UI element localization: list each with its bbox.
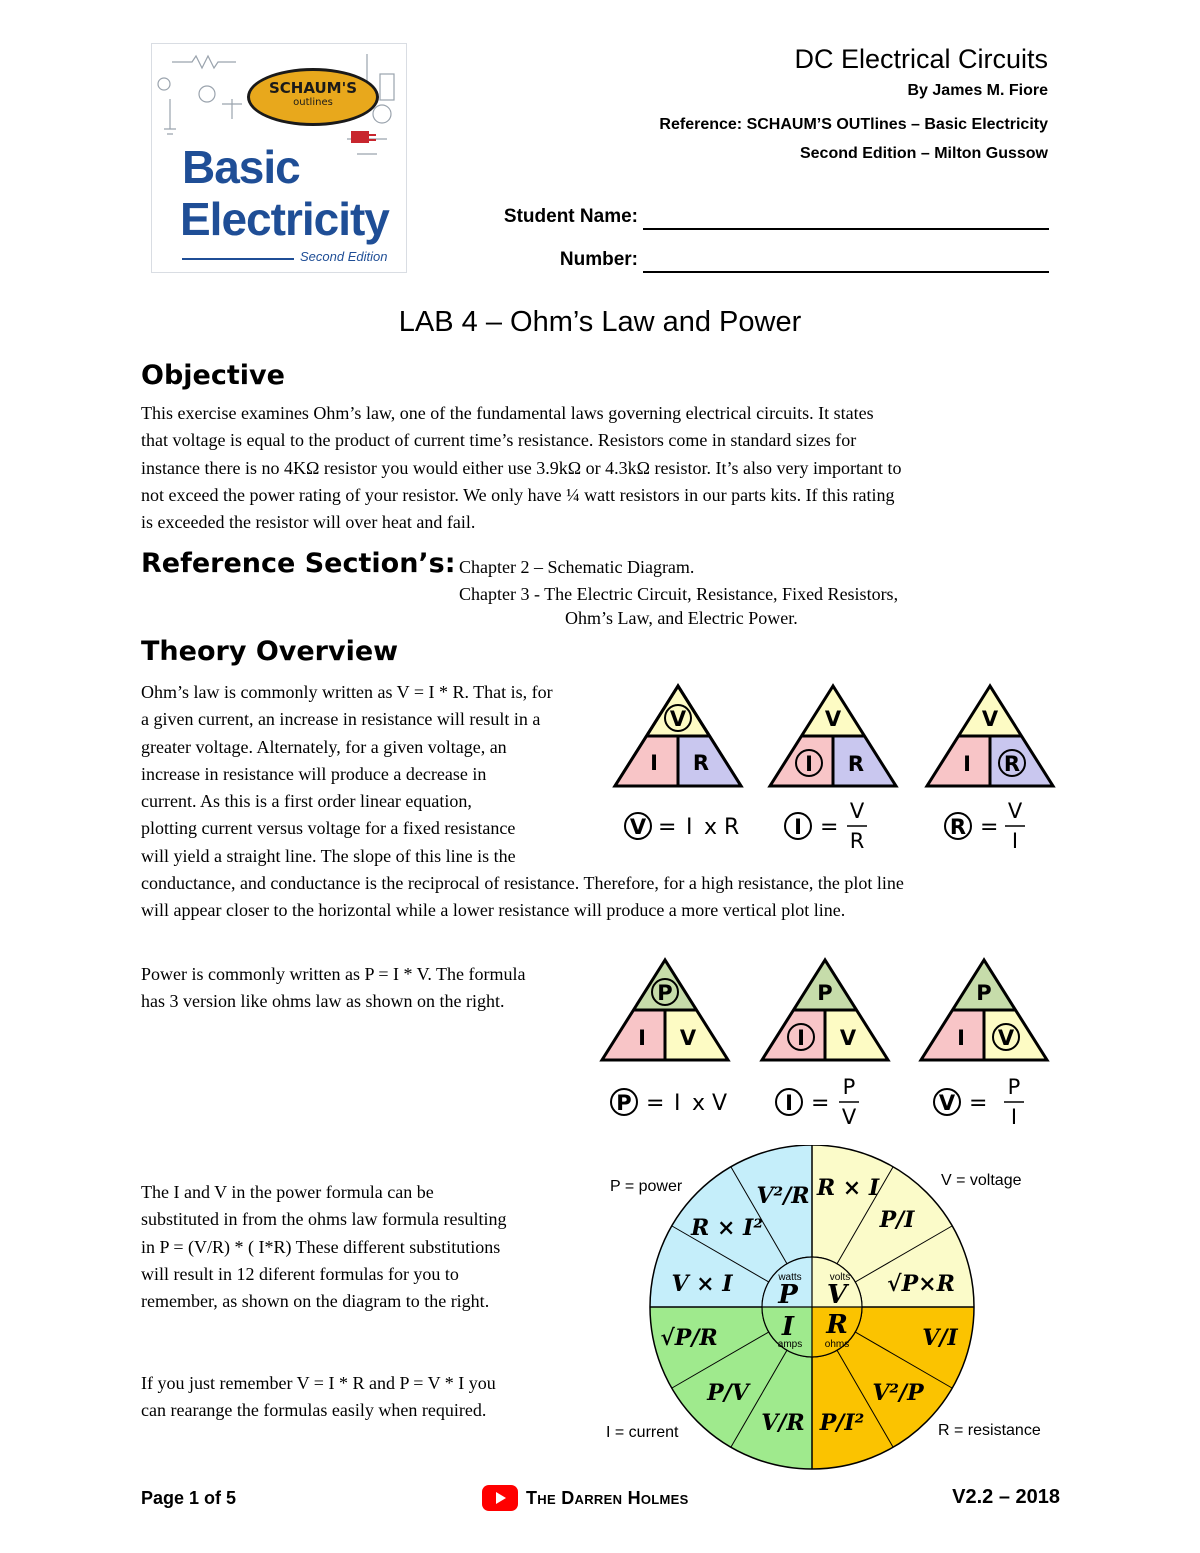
- formula-letter: V: [629, 815, 647, 839]
- document-author: By James M. Fiore: [907, 82, 1048, 99]
- student-name-field[interactable]: [643, 228, 1049, 230]
- formula-p-over-i: P/I: [879, 1207, 915, 1233]
- document-title: DC Electrical Circuits: [794, 44, 1048, 74]
- ohm-triangle-v: [615, 686, 741, 786]
- formula-letter: V: [1007, 799, 1023, 823]
- power-triangles: [590, 950, 1060, 1140]
- formula-sqrt-p-over-r: √P/R: [660, 1325, 718, 1351]
- triangle-letter-i: I: [638, 1026, 646, 1050]
- remember-paragraph: [141, 1370, 601, 1425]
- triangle-letter-v: V: [824, 707, 842, 731]
- ohms-power-formula-wheel: [600, 1145, 1060, 1475]
- number-field[interactable]: [643, 271, 1049, 273]
- wheel-center-v: V: [826, 1280, 848, 1310]
- objective-line: This exercise examines Ohm’s law, one of the fundamental laws governing electrical circuits. It states: [141, 403, 874, 423]
- formula-letter: R: [724, 815, 740, 840]
- formula-letter: V: [712, 1091, 728, 1116]
- reference-edition: Second Edition – Milton Gussow: [799, 145, 1048, 162]
- formula-letter: I: [674, 1091, 681, 1116]
- ohm-line: will yield a straight line. The slope of this line is the: [141, 845, 516, 866]
- wheel-unit-amps: amps: [777, 1339, 803, 1350]
- triangle-letter-r: R: [692, 751, 710, 775]
- remember-line: can rearange the formulas easily when required.: [141, 1400, 487, 1421]
- subst-line: remember, as shown on the diagram to the right.: [141, 1291, 490, 1312]
- formula-letter: V: [938, 1091, 956, 1115]
- cover-rule: [182, 258, 294, 260]
- wheel-unit-volts: volts: [829, 1272, 851, 1283]
- version-label: V2.2 – 2018: [952, 1486, 1060, 1508]
- cover-title-line1: Basic: [182, 141, 300, 193]
- formula-p-over-v: P/V: [707, 1380, 749, 1406]
- ohm-line: current. As this is a first order linear equation,: [141, 791, 472, 812]
- triangle-letter-v: V: [669, 707, 687, 731]
- triangle-letter-i: I: [797, 1026, 805, 1050]
- formula-equals: =: [969, 1091, 988, 1116]
- wheel-label-power: P = power: [610, 1178, 683, 1195]
- formula-letter: I: [785, 1091, 793, 1115]
- cover-title-line2: Electricity: [180, 193, 389, 245]
- wheel-label-voltage: V = voltage: [941, 1172, 1022, 1189]
- formula-letter: R: [949, 815, 967, 839]
- wheel-label-current: I = current: [606, 1424, 679, 1441]
- formula-p-over-i2: P/I²: [819, 1410, 865, 1436]
- formula-r-equals-v-over-i: [945, 799, 1025, 853]
- reference-chapter-3-cont: Ohm’s Law, and Electric Power.: [565, 608, 798, 628]
- ohm-triangle-r: [927, 686, 1053, 786]
- triangle-letter-v: V: [981, 707, 999, 731]
- power-triangle-p: [602, 960, 728, 1060]
- wheel-label-resistance: R = resistance: [938, 1422, 1041, 1439]
- triangle-letter-i: I: [650, 751, 658, 775]
- formula-letter: V: [849, 799, 865, 823]
- subst-line: in P = (V/R) * ( I*R) These different substitutions: [141, 1236, 501, 1257]
- reference-book: Reference: SCHAUM’S OUTlines – Basic Electricity: [659, 116, 1048, 133]
- objective-line: that voltage is equal to the product of current time’s resistance. Resistors come in standard sizes for: [141, 430, 857, 451]
- number-label: Number:: [559, 249, 638, 270]
- power-line: Power is commonly written as P = I * V. The formula: [141, 964, 526, 984]
- ohm-line: increase in resistance will produce a decrease in: [141, 763, 487, 784]
- formula-times: x: [692, 1091, 706, 1116]
- student-name-label: Student Name:: [503, 206, 638, 227]
- formula-letter: P: [616, 1091, 632, 1115]
- remember-line: If you just remember V = I * R and P = V * I you: [141, 1373, 496, 1393]
- formula-equals: =: [811, 1091, 830, 1116]
- triangle-letter-r: R: [847, 752, 865, 776]
- formula-v-equals-p-over-i: [934, 1075, 1024, 1129]
- power-triangle-v: [921, 960, 1047, 1060]
- brand-name: The Darren Holmes: [526, 1488, 689, 1508]
- ohm-line: greater voltage. Alternately, for a given voltage, an: [141, 736, 507, 757]
- wheel-center-p: P: [778, 1280, 798, 1310]
- triangle-letter-p: P: [817, 981, 833, 1005]
- formula-v-over-r: V/R: [761, 1410, 805, 1436]
- formula-equals: =: [980, 815, 999, 840]
- formula-p-equals-i-times-v: [611, 1089, 727, 1116]
- wheel-center-i: I: [781, 1312, 795, 1342]
- substitution-paragraph: [141, 1179, 601, 1315]
- formula-equals: =: [820, 815, 839, 840]
- theory-heading: Theory Overview: [141, 636, 399, 667]
- ohm-line: conductance, and conductance is the reciprocal of resistance. Therefore, for a high resistance, the plot line: [141, 873, 904, 894]
- objective-heading: Objective: [141, 360, 285, 391]
- formula-v2-over-r: V²/R: [756, 1183, 810, 1209]
- book-cover-image: [151, 43, 407, 273]
- subst-line: will result in 12 diferent formulas for you to: [141, 1263, 459, 1284]
- formula-v-over-i: V/I: [922, 1325, 958, 1351]
- formula-v2-over-p: V²/P: [872, 1380, 924, 1406]
- formula-letter: R: [849, 829, 865, 853]
- formula-r-times-i2: R × I²: [691, 1215, 763, 1241]
- formula-times: x: [704, 815, 718, 840]
- triangle-letter-v: V: [679, 1026, 697, 1050]
- reference-chapter-3: Chapter 3 - The Electric Circuit, Resistance, Fixed Resistors,: [459, 584, 899, 604]
- reference-sections-heading: Reference Section’s:: [141, 548, 456, 579]
- badge-title: SCHAUM'S: [268, 79, 357, 97]
- formula-letter: P: [842, 1075, 856, 1099]
- triangle-letter-r: R: [1003, 752, 1021, 776]
- schaums-badge: [247, 68, 379, 126]
- power-triangle-i: [762, 960, 888, 1060]
- objective-line: not exceed the power rating of your resistor. We only have ¼ watt resistors in our parts kits. If this rating: [141, 484, 895, 505]
- objective-paragraph: [141, 400, 1081, 536]
- formula-sqrt-p-times-r: √P×R: [887, 1271, 955, 1297]
- cover-edition: Second Edition: [300, 249, 388, 264]
- formula-r-times-i: R × I: [816, 1175, 880, 1201]
- triangle-letter-i: I: [963, 752, 971, 776]
- formula-letter: I: [1011, 829, 1019, 853]
- youtube-icon: [482, 1485, 518, 1511]
- ohms-law-triangles: [600, 676, 1070, 866]
- triangle-letter-i: I: [957, 1026, 965, 1050]
- formula-letter: I: [686, 815, 693, 840]
- page-number: Page 1 of 5: [141, 1488, 237, 1508]
- reference-chapter-2: Chapter 2 – Schematic Diagram.: [459, 557, 695, 577]
- power-paragraph: [141, 961, 621, 1016]
- subst-line: The I and V in the power formula can be: [141, 1182, 434, 1202]
- badge-subtitle: outlines: [293, 97, 333, 108]
- formula-letter: I: [1010, 1105, 1018, 1129]
- formula-letter: P: [1007, 1075, 1021, 1099]
- formula-letter: I: [794, 815, 802, 839]
- ohm-triangle-i: [770, 686, 896, 786]
- subst-line: substituted in from the ohms law formula resulting: [141, 1209, 507, 1230]
- triangle-letter-i: I: [805, 752, 813, 776]
- triangle-letter-v: V: [839, 1026, 857, 1050]
- triangle-letter-p: P: [657, 981, 673, 1005]
- formula-i-equals-p-over-v: [776, 1075, 859, 1129]
- formula-v-equals-i-times-r: [625, 813, 739, 840]
- formula-v-times-i: V × I: [671, 1271, 733, 1297]
- formula-letter: V: [841, 1105, 857, 1129]
- ohm-line: Ohm’s law is commonly written as V = I * R. That is, for: [141, 682, 553, 702]
- ohm-line: will appear closer to the horizontal while a lower resistance will produce a more vertical plot line.: [141, 900, 846, 921]
- lab-title: LAB 4 – Ohm’s Law and Power: [398, 306, 802, 338]
- ohm-line: a given current, an increase in resistance will result in a: [141, 709, 541, 730]
- wheel-unit-watts: watts: [778, 1272, 802, 1283]
- formula-equals: =: [658, 815, 677, 840]
- wheel-unit-ohms: ohms: [824, 1339, 850, 1350]
- formula-i-equals-v-over-r: [785, 799, 867, 853]
- objective-line: is exceeded the resistor will over heat and fail.: [141, 512, 476, 533]
- objective-line: instance there is no 4KΩ resistor you would either use 3.9kΩ or 4.3kΩ resistor. It’s also very important to: [141, 457, 902, 478]
- triangle-letter-p: P: [976, 981, 992, 1005]
- triangle-letter-v: V: [997, 1026, 1015, 1050]
- ohm-line: plotting current versus voltage for a fixed resistance: [141, 818, 516, 839]
- power-line: has 3 version like ohms law as shown on the right.: [141, 991, 505, 1012]
- wheel-center-r: R: [826, 1310, 848, 1340]
- formula-equals: =: [646, 1091, 665, 1116]
- ohms-law-paragraph: [141, 679, 904, 925]
